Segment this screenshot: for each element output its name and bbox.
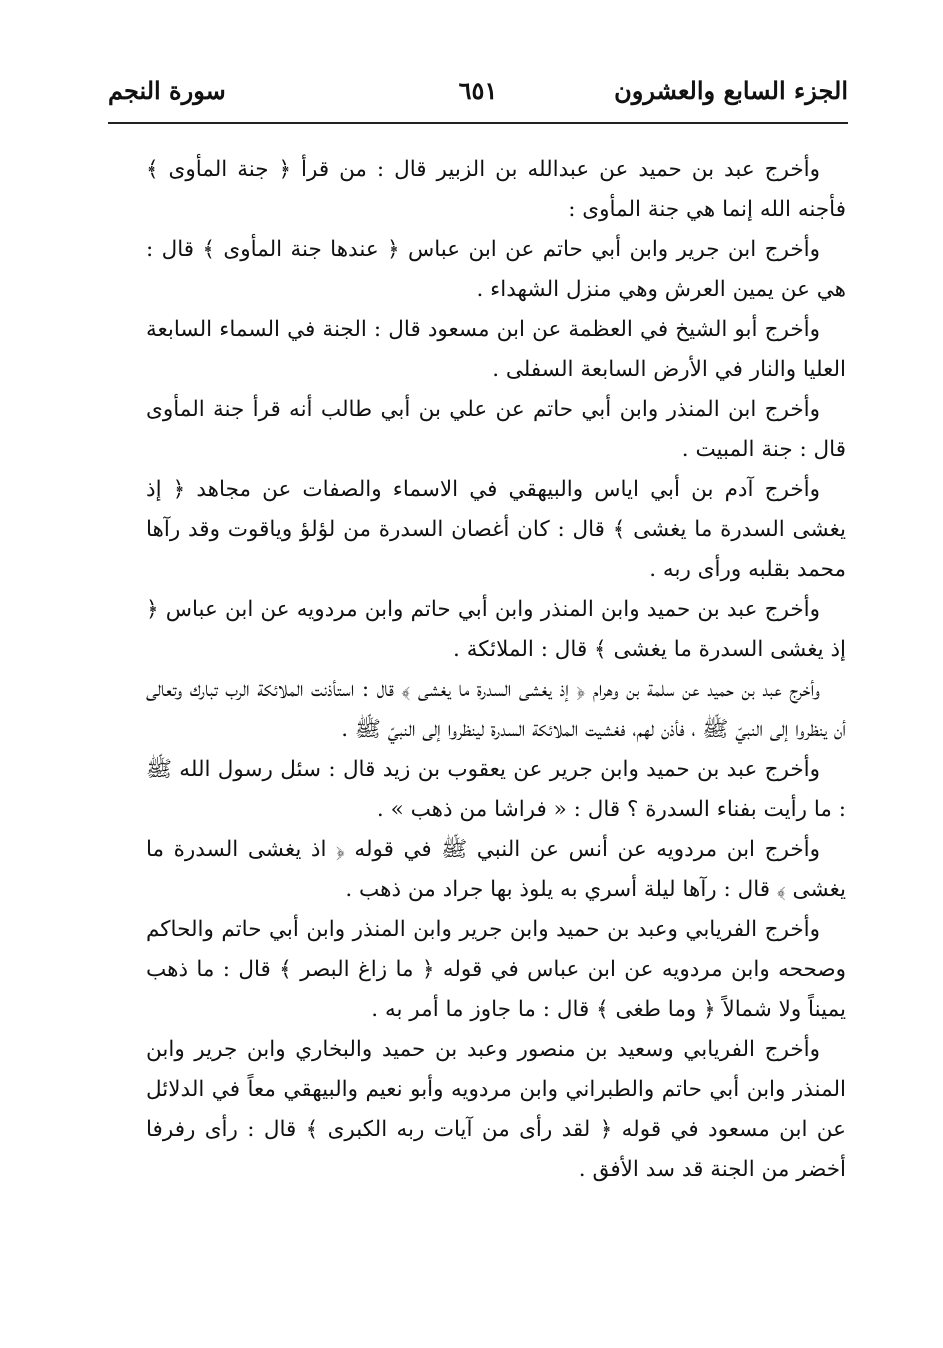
paragraph: وأخرج ابن جرير وابن أبي حاتم عن ابن عباس ﴿ عندها جنة المأوى ﴾ قال : هي عن يمين العرش وهي منزل الشهداء . (146, 237, 846, 302)
paragraph: وأخرج عبد بن حميد وابن المنذر وابن أبي حاتم وابن مردويه عن ابن عباس ﴿ إذ يغشى السدرة ما يغشى ﴾ قال : الملائكة . (146, 597, 846, 662)
paragraph: وأخرج أبو الشيخ في العظمة عن ابن مسعود قال : الجنة في السماء السابعة العليا والنار في الأرض السابعة السفلى . (146, 317, 846, 382)
page-header (108, 70, 848, 122)
paragraph: وأخرج ابن مردويه عن أنس عن النبي ﷺ في قوله ﴿ اذ يغشى السدرة ما يغشى ﴾ قال : رآها ليلة أسري به يلوذ بها جراد من ذهب . (146, 837, 846, 902)
header-divider (108, 122, 848, 124)
paragraph: وأخرج آدم بن أبي اياس والبيهقي في الاسماء والصفات عن مجاهد ﴿ إذ يغشى السدرة ما يغشى ﴾ قال : كان أغصان السدرة من لؤلؤ وياقوت وقد رآها محمد بقلبه ورأى ربه . (146, 477, 846, 582)
paragraph: وأخرج الفريابي وعبد بن حميد وابن جرير وابن المنذر وابن أبي حاتم والحاكم وصححه وابن مردويه عن ابن عباس في قوله ﴿ ما زاغ البصر ﴾ قال : ما ذهب يميناً ولا شمالاً ﴿ وما طغى ﴾ قال : ما جاوز ما أمر به . (146, 917, 846, 1022)
paragraph: وأخرج ابن المنذر وابن أبي حاتم عن علي بن أبي طالب أنه قرأ جنة المأوى قال : جنة المبيت . (146, 397, 846, 462)
paragraph: وأخرج عبد بن حميد وابن جرير عن يعقوب بن زيد قال : سئل رسول الله ﷺ : ما رأيت بفناء السدرة ؟ قال : « فراشا من ذهب » . (146, 757, 846, 822)
page-body (146, 150, 846, 1190)
paragraph: وأخرج عبد بن حميد عن عبدالله بن الزبير قال : من قرأ ﴿ جنة المأوى ﴾ فأجنه الله إنما هي جنة المأوى : (146, 157, 846, 222)
running-header-surah: سورة النجم (108, 76, 226, 105)
paragraph: وأخرج الفريابي وسعيد بن منصور وعبد بن حميد والبخاري وابن جرير وابن المنذر وابن أبي حاتم والطبراني وابن مردويه وأبو نعيم والبيهقي معاً في الدلائل عن ابن مسعود في قوله ﴿ لقد رأى من آيات ربه الكبرى ﴾ قال : رأى رفرفا أخضر من الجنة قد سد الأفق . (146, 1037, 846, 1182)
paragraph: وأخرج عبد بن حميد عن سلمة بن وهرام ﴿ إذ يغشى السدرة ما يغشى ﴾ قال : استأذنت الملائكة الرب تبارك وتعالى أن ينظروا إلى النبيّ ﷺ ، فأذن لهم، فغشيت الملائكة السدرة لينظروا إلى النبيّ ﷺ . (146, 677, 846, 742)
running-header-part: الجزء السابع والعشرون (614, 76, 848, 105)
page-number: ٦٥١ (458, 76, 498, 105)
